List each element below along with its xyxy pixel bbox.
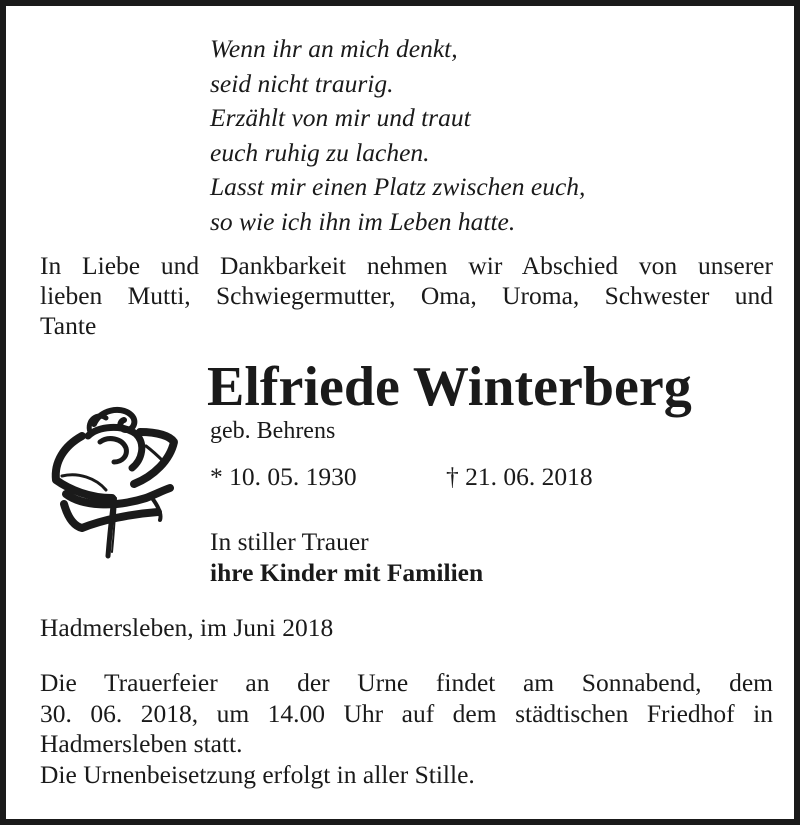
farewell-intro [40,251,773,341]
place-date: Hadmersleben, im Juni 2018 [40,613,334,642]
poem-line: so wie ich ihn im Leben hatte. [210,206,516,236]
poem-line: Lasst mir einen Platz zwischen euch, [210,172,586,202]
birth-name: geb. Behrens [210,418,336,444]
mourners-names: ihre Kinder mit Familien [210,558,484,587]
mourners-heading: In stiller Trauer [210,527,369,556]
funeral-line: Die Urnenbeisetzung erfolgt in aller Stille. [40,759,475,789]
funeral-details [40,668,773,790]
death-date: † 21. 06. 2018 [446,462,593,491]
funeral-line: Hadmersleben statt. [40,729,243,758]
poem-line: euch ruhig zu lachen. [210,137,430,167]
deceased-name: Elfriede Winterberg [207,356,692,418]
poem-line: Wenn ihr an mich denkt, [210,34,458,63]
funeral-line: 30. 06. 2018, um 14.00 Uhr auf dem städtischen Friedhof in [40,698,773,728]
rose-icon [42,402,182,562]
intro-line: lieben Mutti, Schwiegermutter, Oma, Uroma, Schwester und [40,281,773,310]
memorial-poem [210,32,730,240]
intro-line: Tante [40,311,97,340]
poem-line: Erzählt von mir und traut [210,103,471,133]
funeral-line: Die Trauerfeier an der Urne findet am Sonnabend, dem [40,668,773,697]
birth-date: * 10. 05. 1930 [210,462,357,491]
intro-line: In Liebe und Dankbarkeit nehmen wir Abschied von unserer [40,251,773,280]
poem-line: seid nicht traurig. [210,68,394,98]
